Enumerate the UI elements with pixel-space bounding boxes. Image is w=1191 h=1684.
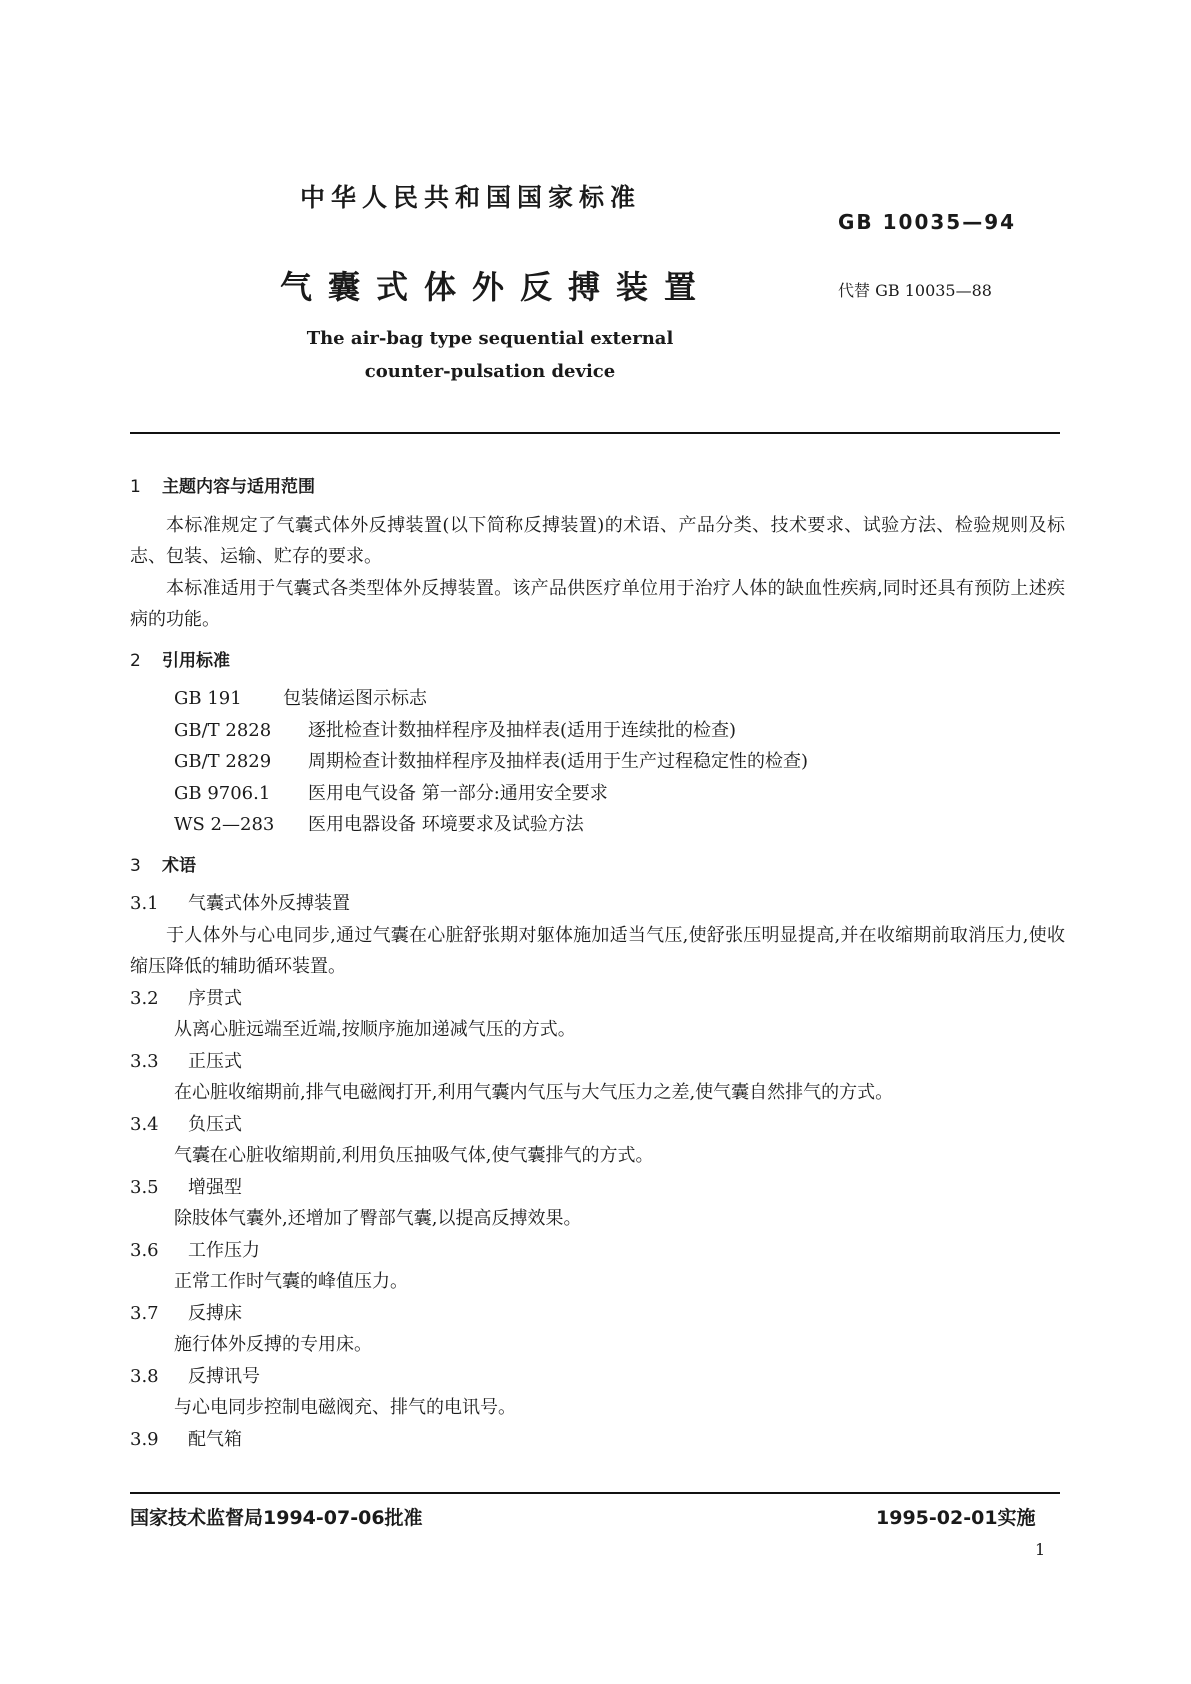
reference-code: WS 2—283 xyxy=(174,814,275,835)
reference-title: 逐批检查计数抽样程序及抽样表(适用于连续批的检查) xyxy=(308,719,737,741)
term-definition: 施行体外反搏的专用床。 xyxy=(174,1334,372,1355)
reference-title: 医用电器设备 环境要求及试验方法 xyxy=(308,814,584,835)
reference-code: GB 9706.1 xyxy=(174,782,271,804)
section-title: 引用标准 xyxy=(162,650,230,671)
term-heading xyxy=(130,1109,1065,1141)
reference-code: GB 191 xyxy=(174,688,242,709)
term-name: 气囊式体外反搏装置 xyxy=(188,893,350,914)
section-title: 术语 xyxy=(162,855,196,876)
term-name: 正压式 xyxy=(188,1050,242,1072)
term-heading xyxy=(130,1424,1065,1456)
section-number: 2 xyxy=(130,650,141,671)
term-definition: 除肢体气囊外,还增加了臀部气囊,以提高反搏效果。 xyxy=(174,1208,582,1229)
reference-title: 包装储运图示标志 xyxy=(283,688,427,709)
term-name: 工作压力 xyxy=(188,1239,260,1261)
term-heading xyxy=(130,1235,1065,1267)
reference-item xyxy=(174,778,1065,810)
term-number: 3.3 xyxy=(130,1050,159,1072)
document-title-en xyxy=(290,322,690,388)
page-number: 1 xyxy=(1035,1540,1046,1559)
term-number: 3.5 xyxy=(130,1176,159,1198)
reference-item xyxy=(174,715,1065,747)
reference-item xyxy=(174,683,1065,715)
reference-code: GB/T 2829 xyxy=(174,751,272,772)
reference-title: 周期检查计数抽样程序及抽样表(适用于生产过程稳定性的检查) xyxy=(308,751,809,772)
reference-item xyxy=(174,809,1065,841)
document-title-zh: 气囊式体外反搏装置 xyxy=(280,268,713,306)
paragraph: 本标准适用于气囊式各类型体外反搏装置。该产品供医疗单位用于治疗人体的缺血性疾病,同时还具有预防上述疾病的功能。 xyxy=(130,577,1065,630)
document-body xyxy=(130,462,1065,1455)
term-heading xyxy=(130,1361,1065,1393)
reference-code: GB/T 2828 xyxy=(174,719,272,741)
referenced-standards-list xyxy=(130,683,1065,841)
approval-line: 国家技术监督局1994-07-06批准 xyxy=(130,1507,423,1529)
section-heading xyxy=(130,851,1065,883)
reference-title: 医用电气设备 第一部分:通用安全要求 xyxy=(308,782,608,804)
effective-date: 1995-02-01实施 xyxy=(876,1507,1036,1529)
term-number: 3.9 xyxy=(130,1428,159,1450)
term-heading xyxy=(130,983,1065,1015)
paragraph: 本标准规定了气囊式体外反搏装置(以下简称反搏装置)的术语、产品分类、技术要求、试验方法、检验规则及标志、包装、运输、贮存的要求。 xyxy=(130,514,1065,567)
replaces-standard: 代替 GB 10035—88 xyxy=(838,281,992,300)
term-name: 增强型 xyxy=(188,1176,242,1198)
term-heading xyxy=(130,1046,1065,1078)
term-definition: 于人体外与心电同步,通过气囊在心脏舒张期对躯体施加适当气压,使舒张压明显提高,并在收缩期前取消压力,使收缩压降低的辅助循环装置。 xyxy=(130,924,1065,977)
title-en-line-2: counter-pulsation device xyxy=(364,361,616,382)
term-heading xyxy=(130,1172,1065,1204)
term-number: 3.1 xyxy=(130,893,159,914)
term-name: 序贯式 xyxy=(188,987,242,1009)
section-number: 3 xyxy=(130,855,141,876)
term-heading xyxy=(130,1298,1065,1330)
term-definition: 正常工作时气囊的峰值压力。 xyxy=(174,1271,408,1292)
title-en-line-1: The air-bag type sequential external xyxy=(306,328,674,349)
term-heading xyxy=(130,888,1065,920)
footer-divider xyxy=(130,1492,1060,1494)
term-definition: 在心脏收缩期前,排气电磁阀打开,利用气囊内气压与大气压力之差,使气囊自然排气的方式。 xyxy=(174,1082,894,1103)
section-title: 主题内容与适用范围 xyxy=(162,477,315,497)
term-definition: 与心电同步控制电磁阀充、排气的电讯号。 xyxy=(174,1397,516,1418)
section-heading xyxy=(130,646,1065,678)
reference-item xyxy=(174,746,1065,778)
term-number: 3.6 xyxy=(130,1239,159,1261)
term-number: 3.7 xyxy=(130,1302,159,1324)
term-name: 负压式 xyxy=(188,1113,242,1135)
term-definition: 从离心脏远端至近端,按顺序施加递减气压的方式。 xyxy=(174,1019,576,1040)
term-number: 3.8 xyxy=(130,1365,159,1387)
term-name: 反搏床 xyxy=(188,1302,242,1324)
term-name: 反搏讯号 xyxy=(188,1365,260,1387)
header-divider xyxy=(130,432,1060,434)
section-heading xyxy=(130,472,1065,504)
term-number: 3.2 xyxy=(130,987,159,1009)
national-standard-heading: 中华人民共和国国家标准 xyxy=(300,183,642,212)
section-number: 1 xyxy=(130,477,141,497)
standard-number: GB 10035—94 xyxy=(838,210,1017,234)
term-name: 配气箱 xyxy=(188,1428,242,1450)
term-definition: 气囊在心脏收缩期前,利用负压抽吸气体,使气囊排气的方式。 xyxy=(174,1145,654,1166)
term-number: 3.4 xyxy=(130,1113,159,1135)
